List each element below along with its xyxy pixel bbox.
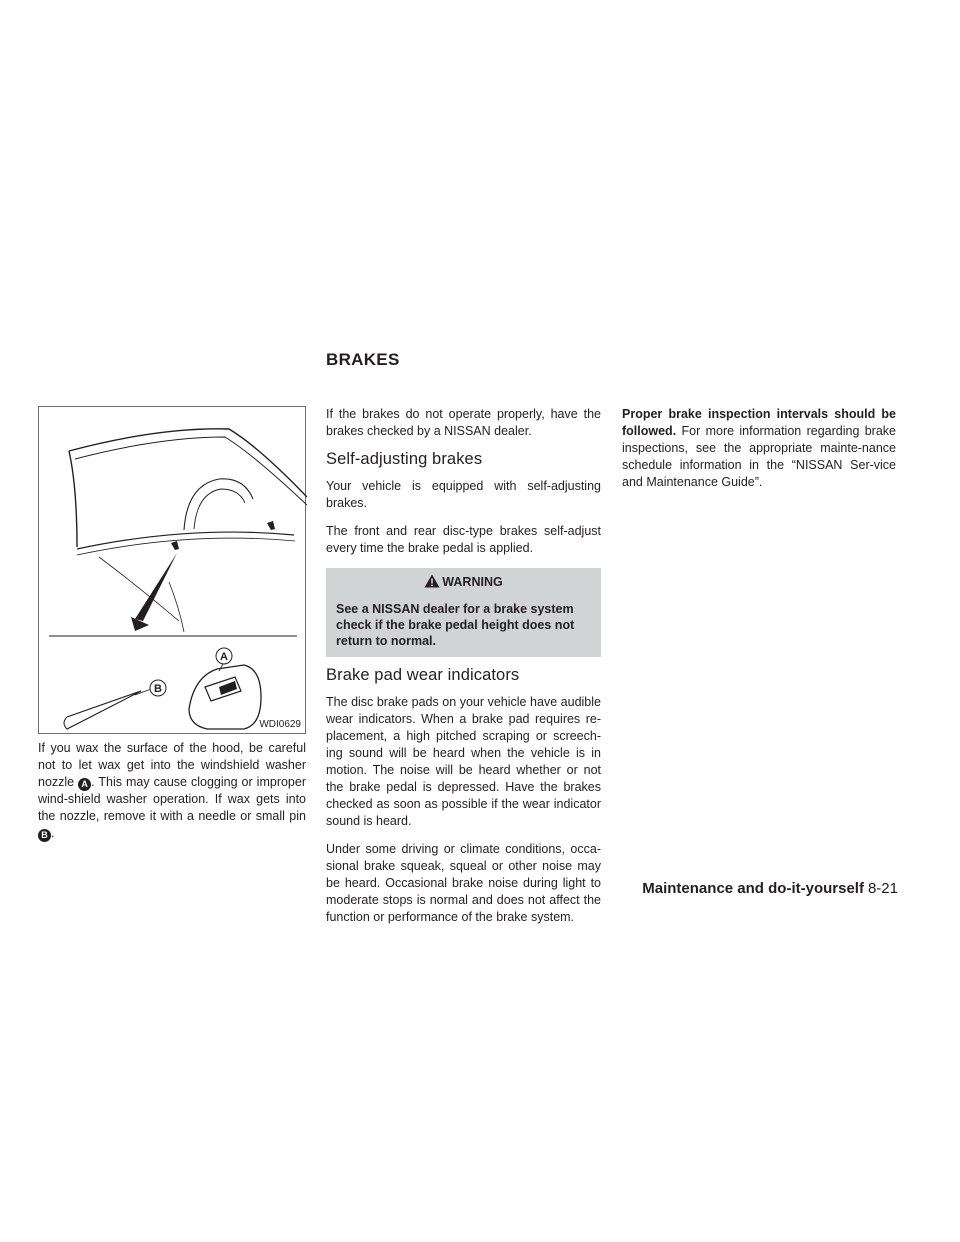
column-2 bbox=[326, 406, 601, 937]
wax-text-3: . bbox=[51, 826, 55, 840]
warning-text: See a NISSAN dealer for a brake system check if the brake pedal height does not return to normal. bbox=[336, 602, 575, 648]
marker-b: B bbox=[38, 829, 51, 842]
page-footer bbox=[642, 880, 898, 897]
pad-wear-p1: The disc brake pads on your vehicle have audible wear indicators. When a brake pad requires re-placement, a high pitched scraping or screech-ing sound will be heard when the vehicle is in motion. The noise will be heard whether or not the brake pedal is depressed. Have the brakes checked as soon as possible if the wear indicator sound is heard. bbox=[326, 695, 601, 828]
callout-b: B bbox=[154, 683, 162, 695]
warning-icon bbox=[424, 574, 440, 588]
wax-paragraph bbox=[38, 740, 306, 842]
inspection-bold-lead: Proper brake inspection intervals should be followed. bbox=[622, 407, 896, 438]
section-heading: BRAKES bbox=[326, 350, 400, 369]
inspection-paragraph bbox=[622, 406, 896, 491]
hood-illustration bbox=[39, 407, 307, 735]
hood-washer-nozzle-figure bbox=[38, 406, 306, 734]
warning-title-text: WARNING bbox=[442, 575, 503, 589]
self-adjusting-p2: The front and rear disc-type brakes self-adjust every time the brake pedal is applied. bbox=[326, 524, 601, 555]
brakes-intro: If the brakes do not operate properly, have the brakes checked by a NISSAN dealer. bbox=[326, 407, 601, 438]
inspection-text: For more information regarding brake inspections, see the appropriate mainte-nance schedule information in the “NISSAN Ser-vice and Maintenance Guide”. bbox=[622, 424, 896, 489]
warning-title bbox=[336, 574, 591, 591]
footer-chapter: Maintenance and do-it-yourself bbox=[642, 880, 864, 897]
pad-wear-p2: Under some driving or climate conditions, occa-sional brake squeak, squeal or other noise may be heard. Occasional brake noise during light to moderate stops is normal and does not affect the function or performance of the brake system. bbox=[326, 842, 601, 924]
footer-page-number: 8-21 bbox=[867, 880, 898, 897]
column-3 bbox=[622, 406, 896, 502]
marker-a: A bbox=[78, 778, 91, 791]
self-adjusting-p1: Your vehicle is equipped with self-adjusting brakes. bbox=[326, 479, 601, 510]
column-1 bbox=[38, 740, 306, 853]
callout-a: A bbox=[220, 651, 228, 663]
wax-text-2: . This may cause clogging or improper wind-shield washer operation. If wax gets into the nozzle, remove it with a needle or small pin bbox=[38, 775, 306, 823]
wax-text-1: If you wax the surface of the hood, be careful not to let wax get into the windshield washer nozzle bbox=[38, 741, 306, 789]
warning-box bbox=[326, 568, 601, 657]
pad-wear-heading: Brake pad wear indicators bbox=[326, 666, 520, 684]
figure-code: WDI0629 bbox=[259, 719, 301, 730]
self-adjusting-heading: Self-adjusting brakes bbox=[326, 450, 483, 468]
